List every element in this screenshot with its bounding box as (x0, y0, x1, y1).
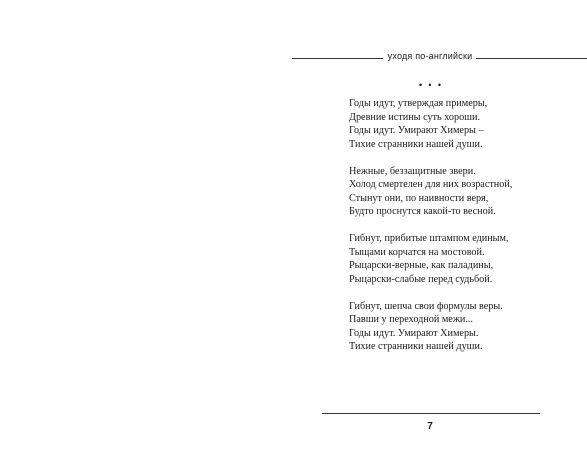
stanza-4 (349, 300, 584, 354)
stanza-3 (349, 232, 584, 286)
poem-line: Тихие странники нашей души. (349, 138, 483, 150)
poem-line: Будто проснутся какой-то весной. (349, 206, 496, 217)
header-rule-left (292, 58, 383, 59)
poem-line: Павши у переходной межи... (349, 314, 473, 325)
poem-line: Гибнут, шепча свои формулы веры. (349, 300, 503, 312)
running-title: уходя по-английски (387, 51, 473, 61)
poem-line: Годы идут. Умирают Химеры – (349, 125, 484, 136)
poem-line: Холод смертелен для них возрастной, (349, 179, 513, 190)
section-mark: • • • (419, 80, 443, 90)
poem-line: Древние истины суть хороши. (349, 111, 481, 123)
poem (349, 97, 584, 367)
page-number: 7 (427, 421, 433, 432)
poem-line: Тихие странники нашей души. (349, 341, 483, 352)
header-rule-right (476, 58, 587, 59)
stanza-2 (349, 165, 584, 219)
stanza-1 (349, 97, 584, 151)
poem-line: Гибнут, прибитые штампом единым, (349, 233, 509, 244)
poem-line: Нежные, беззащитные звери. (349, 165, 476, 177)
poem-line: Рыцарски-слабые перед судьбой. (349, 273, 493, 285)
poem-line: Годы идут. Умирают Химеры. (349, 327, 479, 339)
poem-line: Тыщами корчатся на мостовой. (349, 246, 485, 258)
poem-line: Годы идут, утверждая примеры, (349, 98, 488, 109)
poem-line: Рыцарски-верные, как паладины, (349, 260, 494, 271)
footer-rule (322, 413, 540, 414)
poem-line: Стынут они, по наивности веря, (349, 192, 489, 204)
